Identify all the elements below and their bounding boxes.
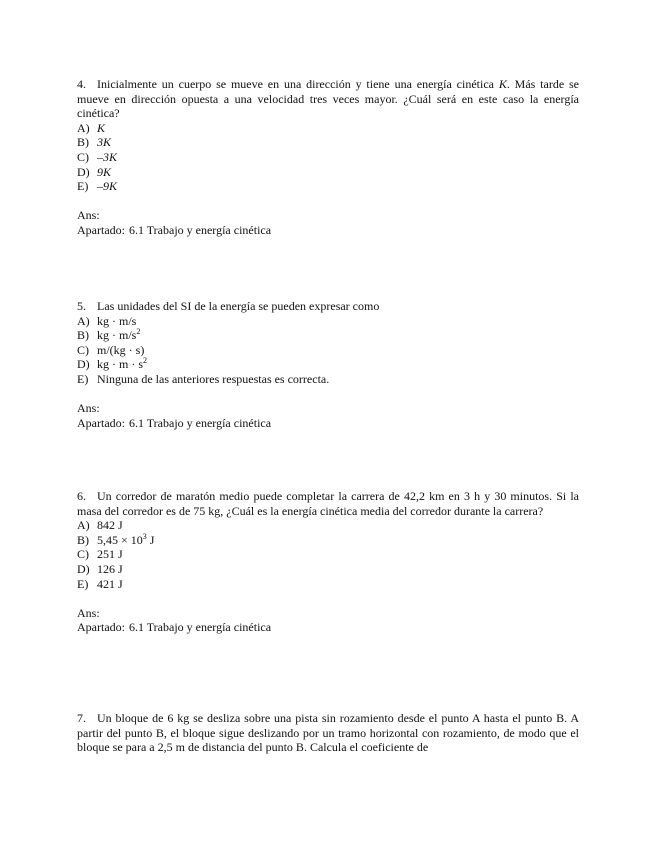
section-label: Apartado: (77, 620, 125, 635)
option-d: D) kg · $m \cdot s^2$ (77, 356, 147, 372)
option-a: A) 842 J (77, 518, 123, 533)
question-stem (77, 489, 579, 518)
ans-label: Ans: (77, 401, 100, 416)
option-e: E) Ninguna de las anteriores respuestas es correcta. (77, 371, 330, 386)
answer-options (77, 314, 579, 387)
section-line (77, 223, 579, 238)
section-line (77, 620, 579, 635)
answer-block (77, 208, 579, 237)
section-label: Apartado: (77, 415, 125, 430)
ans-label: Ans: (77, 605, 100, 620)
option-b: B) kg · $m/s^2$ (77, 327, 141, 343)
answer-options (77, 121, 579, 194)
answer-block (77, 606, 579, 635)
answer-options (77, 518, 579, 591)
ans-label: Ans: (77, 208, 100, 223)
option-e: E) 421 J (77, 576, 123, 591)
option-a: A) kg · m/s (77, 313, 137, 328)
question-number: 6. (77, 489, 86, 503)
question-number: 5. (77, 299, 86, 313)
section-label: Apartado: (77, 222, 125, 237)
question-text: Las unidades del SI de la energía se pueden expresar como (97, 299, 380, 313)
question-number: 4. (77, 77, 86, 91)
option-b: B) $5,45 \times 10^3$ J (77, 531, 155, 547)
section-value: 6.1 Trabajo y energía cinética (128, 222, 272, 237)
question-stem (77, 299, 579, 314)
option-e: E) –9K (77, 179, 118, 194)
question-5 (77, 299, 579, 430)
section-value: 6.1 Trabajo y energía cinética (128, 620, 272, 635)
option-d: D) 9K (77, 164, 112, 179)
option-a: A) K (77, 120, 106, 135)
answer-block (77, 401, 579, 430)
question-6 (77, 489, 579, 635)
section-value: 6.1 Trabajo y energía cinética (128, 415, 272, 430)
option-c: C) m/(kg · s) (77, 342, 145, 357)
option-c: C) 251 J (77, 547, 123, 562)
section-line (77, 416, 579, 431)
question-stem (77, 77, 579, 121)
option-c: C) –3K (77, 149, 118, 164)
option-b: B) 3K (77, 135, 112, 150)
question-text: Inicialmente un cuerpo se mueve en una dirección y tiene una energía cinética K. Más tarde se mueve en dirección opuesta a una velocidad tres veces mayor. ¿Cuál será en este caso la energía cinética? (77, 77, 579, 121)
question-text: Un bloque de 6 kg se desliza sobre una pista sin rozamiento desde el punto A hasta el punto B. A partir del punto B, el bloque sigue deslizando por un tramo horizontal con rozamiento, de modo que el bloque se para a 2,5 m de distancia del punto B. Calcula el coeficiente de (77, 711, 579, 755)
question-7 (77, 711, 579, 755)
option-d: D) 126 J (77, 561, 123, 576)
question-4 (77, 77, 579, 238)
question-number: 7. (77, 711, 86, 725)
question-stem (77, 711, 579, 755)
question-text: Un corredor de maratón medio puede completar la carrera de 42,2 km en 3 h y 30 minutos. Si la masa del corredor es de 75 kg, ¿Cuál es la energía cinética media del corredor durante la carrera? (77, 489, 579, 518)
